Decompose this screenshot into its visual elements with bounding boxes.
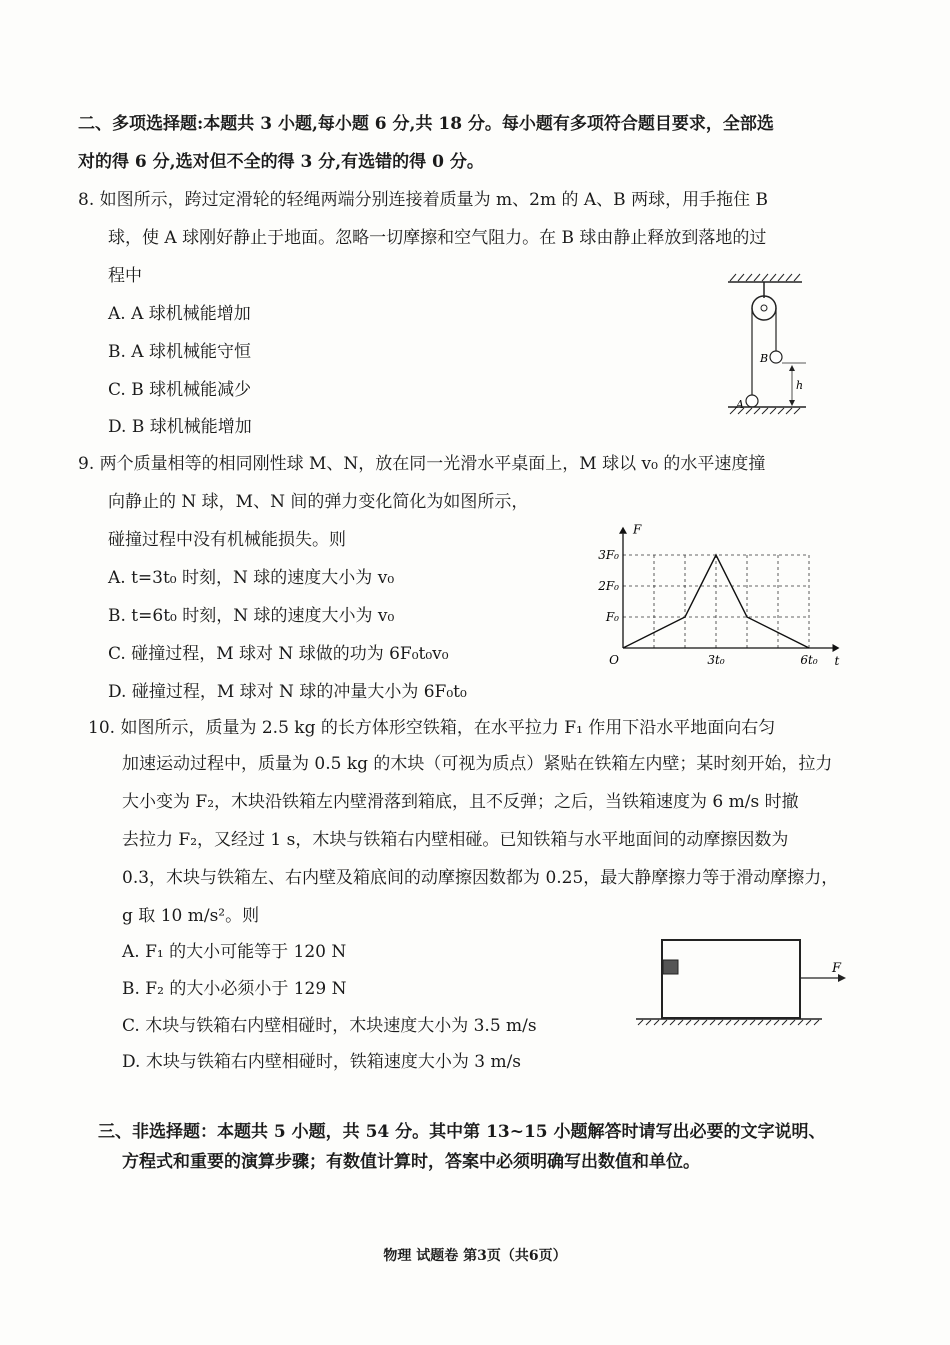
q10-line6: g 取 10 m/s²。则 xyxy=(122,906,260,926)
force-label: F xyxy=(832,961,842,976)
pulley-figure xyxy=(720,270,820,420)
y-tick-label: F₀ xyxy=(605,610,619,624)
x-axis-arrow xyxy=(833,644,840,652)
section2-title-line1: 二、多项选择题:本题共 3 小题,每小题 6 分,共 18 分。每小题有多项符合题目要求，全部选 xyxy=(78,114,774,134)
q9-line3: 碰撞过程中没有机械能损失。则 xyxy=(108,530,346,550)
x-tick-label: 6t₀ xyxy=(800,653,818,667)
q10-line2: 加速运动过程中，质量为 0.5 kg 的木块（可视为质点）紧贴在铁箱左内壁；某时刻开始，拉力 xyxy=(122,754,833,774)
iron-box-figure xyxy=(630,930,855,1030)
q10-option-a: A. F₁ 的大小可能等于 120 N xyxy=(122,942,347,962)
iron-box xyxy=(662,940,800,1018)
label-h: h xyxy=(796,379,804,392)
section3-title-line1: 三、非选择题：本题共 5 小题，共 54 分。其中第 13~15 小题解答时请写出必要的文字说明、 xyxy=(98,1122,826,1142)
label-b: B xyxy=(760,352,769,365)
q9-option-d: D. 碰撞过程，M 球对 N 球的冲量大小为 6F₀t₀ xyxy=(108,682,467,702)
q8-option-b: B. A 球机械能守恒 xyxy=(108,342,251,362)
y-axis-arrow xyxy=(619,527,627,534)
wooden-block xyxy=(663,960,678,974)
ceiling-hatch xyxy=(730,274,800,281)
force-time-chart xyxy=(595,510,845,680)
q8-line2: 球，使 A 球刚好静止于地面。忽略一切摩擦和空气阻力。在 B 球由静止释放到落地的过 xyxy=(108,228,767,248)
q10-line3: 大小变为 F₂，木块沿铁箱左内壁滑落到箱底，且不反弹；之后，当铁箱速度为 6 m/s 时撤 xyxy=(122,792,799,812)
q10-line5: 0.3，木块与铁箱左、右内壁及箱底间的动摩擦因数都为 0.25，最大静摩擦力等于滑动摩擦力， xyxy=(122,868,839,888)
floor-hatch xyxy=(638,1020,819,1025)
ball-a xyxy=(746,395,758,407)
origin-label: O xyxy=(609,653,619,667)
chart-labels xyxy=(597,523,839,668)
q10-option-d: D. 木块与铁箱右内壁相碰时，铁箱速度大小为 3 m/s xyxy=(122,1052,522,1072)
q9-line1: 9. 两个质量相等的相同刚性球 M、N，放在同一光滑水平桌面上，M 球以 v₀ 的水平速度撞 xyxy=(78,454,766,474)
x-axis-label: t xyxy=(834,654,840,668)
q10-option-b: B. F₂ 的大小必须小于 129 N xyxy=(122,979,347,999)
q10-line1: 10. 如图所示，质量为 2.5 kg 的长方体形空铁箱，在水平拉力 F₁ 作用下沿水平地面向右匀 xyxy=(88,718,776,738)
q9-option-a: A. t=3t₀ 时刻，N 球的速度大小为 v₀ xyxy=(108,568,395,588)
y-tick-label: 3F₀ xyxy=(598,548,619,562)
q8-option-d: D. B 球机械能增加 xyxy=(108,417,252,437)
section2-title-line2: 对的得 6 分,选对但不全的得 3 分,有选错的得 0 分。 xyxy=(78,152,484,172)
q9-line2: 向静止的 N 球，M、N 间的弹力变化简化为如图所示， xyxy=(108,492,529,512)
q9-option-c: C. 碰撞过程，M 球对 N 球做的功为 6F₀t₀v₀ xyxy=(108,644,449,664)
y-axis-label: F xyxy=(633,522,642,537)
q8-option-c: C. B 球机械能减少 xyxy=(108,380,252,400)
q10-line4: 去拉力 F₂，又经过 1 s，木块与铁箱右内壁相碰。已知铁箱与水平地面间的动摩擦因数为 xyxy=(122,830,789,850)
q10-option-c: C. 木块与铁箱右内壁相碰时，木块速度大小为 3.5 m/s xyxy=(122,1016,537,1036)
y-tick-label: 2F₀ xyxy=(598,579,619,593)
section3-title-line2: 方程式和重要的演算步骤；有数值计算时，答案中必须明确写出数值和单位。 xyxy=(122,1152,700,1172)
pulley-wheel xyxy=(752,296,776,320)
page-footer: 物理 试题卷 第3页（共6页） xyxy=(383,1248,567,1264)
q9-option-b: B. t=6t₀ 时刻，N 球的速度大小为 v₀ xyxy=(108,606,395,626)
q8-line1: 8. 如图所示，跨过定滑轮的轻绳两端分别连接着质量为 m、2m 的 A、B 两球，用手拖住 B xyxy=(78,190,768,210)
q8-option-a: A. A 球机械能增加 xyxy=(108,304,251,324)
ball-b xyxy=(770,351,782,363)
label-a: A xyxy=(736,398,744,411)
q8-line3: 程中 xyxy=(108,266,142,286)
x-tick-label: 3t₀ xyxy=(707,653,725,667)
